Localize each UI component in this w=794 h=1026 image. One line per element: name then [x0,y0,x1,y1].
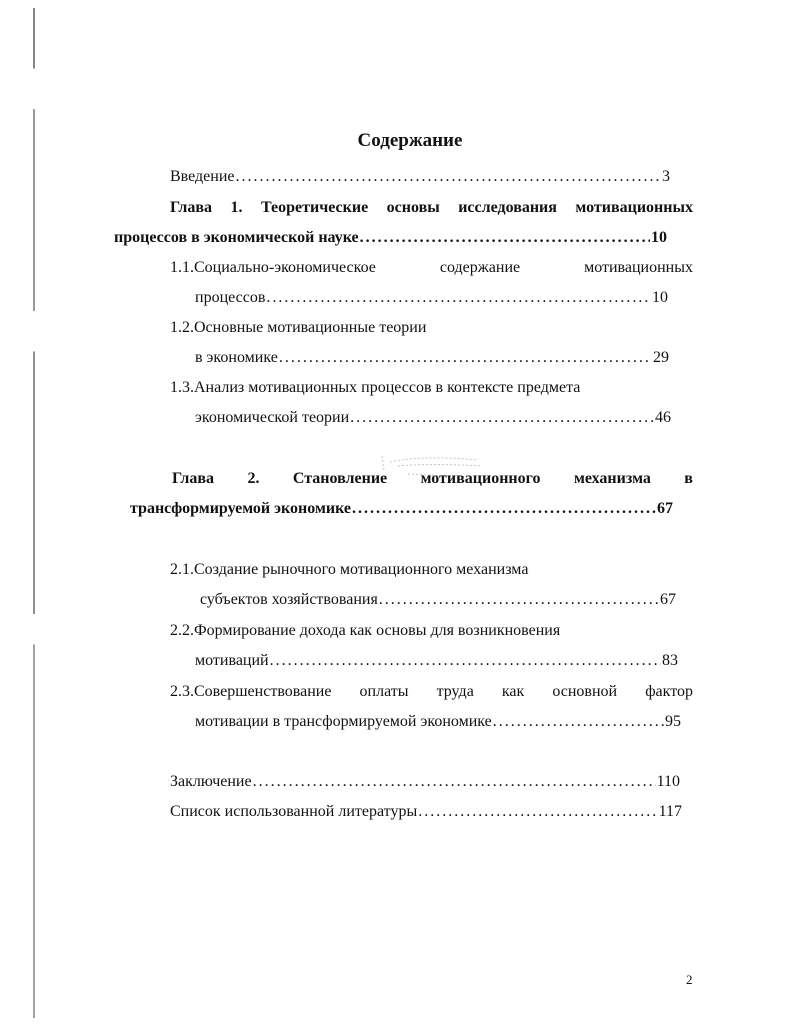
toc-entry-references [170,802,682,822]
toc-label: Введение [170,168,235,185]
toc-label: процессов [195,289,266,306]
word: основной [552,683,618,700]
toc-page: 67 [660,591,676,608]
toc-s11-line1 [170,258,693,278]
page-number: 2 [686,972,693,987]
toc-s22-line2 [195,651,678,671]
word: мотивационных [584,259,693,276]
word: как [501,683,525,700]
toc-label: процессов в экономической науке [114,229,359,246]
word: 1. [230,199,243,216]
word: труда [436,683,474,700]
toc-page: 3 [662,168,670,185]
toc-leader [360,228,650,248]
toc-page: 67 [657,500,673,517]
word: в [684,470,693,487]
toc-page: 10 [651,229,667,246]
word: Становление [292,470,388,487]
word: Глава [172,470,214,487]
toc-s21-line1: 2.1.Создание рыночного мотивационного механизма [170,561,529,578]
toc-label: экономической теории [195,409,350,426]
toc-label: Заключение [170,773,252,790]
toc-s12-line2 [195,348,669,368]
toc-page: 10 [652,289,668,306]
toc-s22-line1: 2.2.Формирование дохода как основы для возникновения [170,622,561,639]
word: фактор [645,683,693,700]
toc-s13-line1: 1.3.Анализ мотивационных процессов в контексте предмета [170,379,581,396]
word: мотивационных [575,199,693,216]
word: основы [386,199,440,216]
toc-s23-line2 [195,712,681,732]
toc-page: 46 [655,409,671,426]
toc-leader [418,802,657,822]
toc-leader [379,590,659,610]
toc-leader [352,499,656,519]
toc-s11-line2 [195,288,668,308]
toc-leader [493,712,664,732]
toc-leader [266,288,651,308]
word: исследования [458,199,557,216]
word: Глава [170,199,212,216]
toc-chapter1-line2 [114,228,667,248]
toc-chapter2-line1 [172,469,693,489]
word: механизма [573,470,651,487]
word: Теоретические [260,199,369,216]
word: оплаты [359,683,409,700]
word: 1.1.Социально-экономическое [170,259,376,276]
toc-s13-line2 [195,408,671,428]
toc-entry-intro [170,167,670,187]
toc-label: в экономике [195,349,278,366]
toc-chapter1-line1 [170,198,693,218]
word: мотивационного [420,470,541,487]
toc-label: трансформируемой экономике [130,500,351,517]
word: содержание [439,259,521,276]
toc-leader [279,348,652,368]
toc-page: 83 [662,652,678,669]
toc-page: 29 [653,349,669,366]
toc-s23-line1 [170,682,693,702]
toc-page: 110 [656,773,680,790]
scan-margin-line [33,8,35,1018]
toc-leader [270,651,661,671]
toc-leader [236,167,662,187]
word: 2.3.Совершенствование [170,683,332,700]
toc-label: субъектов хозяйствования [200,591,378,608]
toc-label: мотиваций [195,652,269,669]
page-title: Содержание [357,130,463,151]
toc-chapter2-line2 [130,499,673,519]
toc-label: Список использованной литературы [170,803,418,820]
toc-page: 95 [665,713,681,730]
word: 2. [247,470,260,487]
toc-entry-conclusion [170,772,680,792]
toc-s12-line1: 1.2.Основные мотивационные теории [170,319,427,336]
toc-s21-line2 [200,590,676,610]
toc-leader [350,408,654,428]
toc-leader [253,772,656,792]
toc-page: 117 [658,803,682,820]
toc-label: мотивации в трансформируемой экономике [195,713,492,730]
